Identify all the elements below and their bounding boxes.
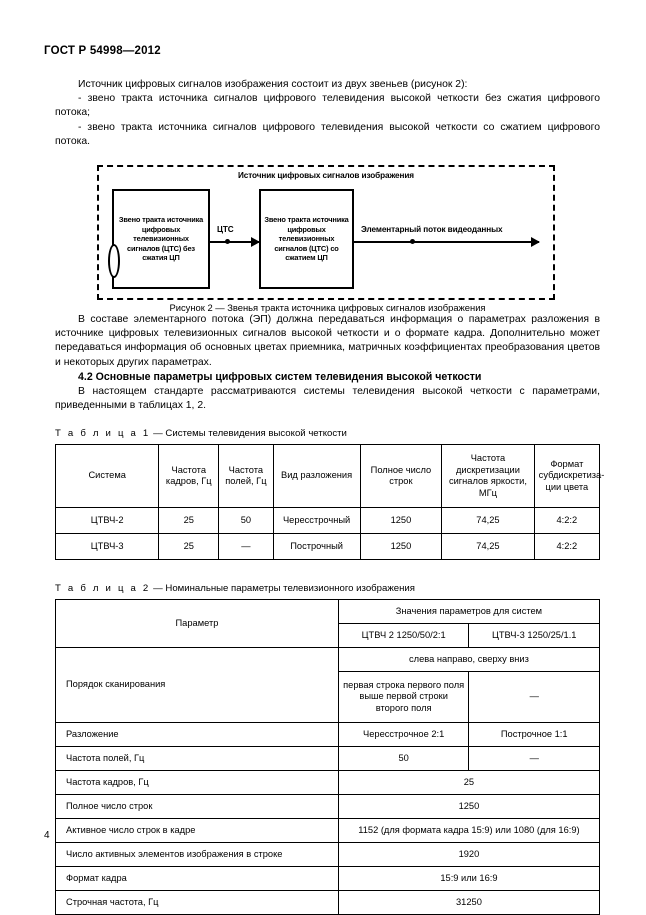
table-1-header-cell: Частота полей, Гц	[219, 445, 273, 508]
table-1-container	[55, 427, 605, 560]
table-1	[55, 444, 605, 560]
table-1-header-cell: Вид разложения	[273, 445, 360, 508]
table-2-param: Полное число строк	[56, 795, 339, 819]
table-1-header-cell: Частота кадров, Гц	[159, 445, 219, 508]
document-content	[55, 78, 605, 915]
table-2-header-values-group: Значения параметров для систем	[338, 600, 599, 624]
intro-paragraph: Источник цифровых сигналов изображения состоит из двух звеньев (рисунок 2):	[78, 79, 468, 90]
table-2-scan-order-row-a	[56, 648, 600, 672]
diagram-block-right-label: Звено тракта источника цифровых телевизионных сигналов (ЦТС) со сжатием ЦП	[264, 215, 349, 263]
table-1-header-row	[56, 445, 600, 508]
table-2-header-param: Параметр	[56, 600, 339, 648]
arrow-label-cts: ЦТС	[217, 225, 234, 235]
diagram-title: Источник цифровых сигналов изображения	[238, 171, 414, 181]
table-2-value-merged: 1920	[338, 843, 599, 867]
table-1-cell: 25	[159, 508, 219, 534]
table-2-param: Активное число строк в кадре	[56, 819, 339, 843]
table-2-row	[56, 843, 600, 867]
table-2-value-merged: 1250	[338, 795, 599, 819]
table-2-value-merged: 1152 (для формата кадра 15:9) или 1080 (для 16:9)	[338, 819, 599, 843]
table-2-row	[56, 771, 600, 795]
table-2-param: Формат кадра	[56, 867, 339, 891]
diagram-block-uncompressed	[112, 189, 210, 289]
table-1-header-cell: Система	[56, 445, 159, 508]
table-1-cell: 1250	[360, 534, 442, 560]
table-2-param: Разложение	[56, 723, 339, 747]
table-1-cell: ЦТВЧ-3	[56, 534, 159, 560]
table-2-container	[55, 582, 600, 915]
table-1-cell: ЦТВЧ-2	[56, 508, 159, 534]
table-1-cell: 4:2:2	[534, 534, 599, 560]
table-2-row	[56, 891, 600, 915]
table-1-cell: Построчный	[273, 534, 360, 560]
table-2-caption	[55, 582, 600, 595]
junction-dot	[225, 239, 230, 244]
page-number: 4	[44, 830, 50, 841]
table-2-header-row-top	[56, 600, 600, 624]
figure-2	[55, 165, 600, 313]
table-2-scan-order-label: Порядок сканирования	[56, 648, 339, 723]
arrow-connector-1	[210, 241, 259, 243]
paragraph-after-figure: В составе элементарного потока (ЭП) должна передаваться информация о параметрах разложения в источнике цифровых телевизионных сигналов высокой четкости и о формате кадра. Дополнительно может передаваться информация об основных цветах приемника, матричных коэффициентах преобразования цветов и некоторых других параметрах.	[55, 314, 600, 368]
table-2-row	[56, 723, 600, 747]
table-1-cell: Чересстрочный	[273, 508, 360, 534]
table-1-cell: —	[219, 534, 273, 560]
table-1-cell: 1250	[360, 508, 442, 534]
arrow-label-elementary-stream: Элементарный поток видеоданных	[361, 225, 503, 235]
standard-header: ГОСТ Р 54998—2012	[44, 45, 161, 57]
bullet-item-2: - звено тракта источника сигналов цифрового телевидения высокой четкости со сжатием цифрового потока.	[55, 121, 600, 147]
table-1-cell: 4:2:2	[534, 508, 599, 534]
table-2-value-merged: 31250	[338, 891, 599, 915]
arrow-connector-2	[354, 241, 539, 243]
table-1-cell: 25	[159, 534, 219, 560]
diagram-boundary	[97, 165, 555, 300]
table-2-header-system-1: ЦТВЧ 2 1250/50/2:1	[338, 624, 469, 648]
table-2-row	[56, 747, 600, 771]
table-1-caption-text: — Системы телевидения высокой четкости	[150, 428, 347, 440]
table-1-cell: 50	[219, 508, 273, 534]
diagram-block-compressed	[259, 189, 354, 289]
table-1-row	[56, 534, 600, 560]
table-2-value-merged: 15:9 или 16:9	[338, 867, 599, 891]
table-1-cell: 74,25	[442, 508, 534, 534]
table-2-row	[56, 795, 600, 819]
table-2-value-merged: 25	[338, 771, 599, 795]
table-1-header-cell: Полное число строк	[360, 445, 442, 508]
table-1-caption-prefix: Т а б л и ц а 1	[55, 428, 151, 440]
bullet-item-1: - звено тракта источника сигналов цифрового телевидения высокой четкости без сжатия цифрового потока;	[55, 93, 600, 119]
table-2-caption-prefix: Т а б л и ц а 2	[55, 583, 151, 595]
table-2-value-2: Построчное 1:1	[469, 723, 600, 747]
table-2-caption-text: — Номинальные параметры телевизионного изображения	[150, 583, 415, 595]
table-2-param: Строчная частота, Гц	[56, 891, 339, 915]
table-2-value-2: —	[469, 747, 600, 771]
table-2-row	[56, 819, 600, 843]
junction-dot	[410, 239, 415, 244]
figure-caption: Рисунок 2 — Звенья тракта источника цифровых сигналов изображения	[169, 302, 486, 314]
table-2-scan-order-common: слева направо, сверху вниз	[338, 648, 599, 672]
table-1-row	[56, 508, 600, 534]
table-2-value-1: 50	[338, 747, 469, 771]
section-heading-4-2: 4.2 Основные параметры цифровых систем телевидения высокой четкости	[78, 370, 482, 383]
table-1-cell: 74,25	[442, 534, 534, 560]
table-2-param: Число активных элементов изображения в строке	[56, 843, 339, 867]
lens-icon	[108, 244, 120, 278]
table-1-header-cell: Формат субдискретиза-ции цвета	[534, 445, 599, 508]
table-2-param: Частота кадров, Гц	[56, 771, 339, 795]
diagram-block-left-label: Звено тракта источника цифровых телевизионных сигналов (ЦТС) без сжатия ЦП	[118, 215, 204, 263]
table-1-caption	[55, 427, 600, 440]
table-1-header-cell: Частота дискретизации сигналов яркости, МГц	[442, 445, 534, 508]
table-2-value-1: Чересстрочное 2:1	[338, 723, 469, 747]
paragraph-tables-intro: В настоящем стандарте рассматриваются системы телевидения высокой четкости с параметрами, приведенными в таблицах 1, 2.	[55, 385, 600, 412]
table-2-scan-order-value-1: первая строка первого поля выше первой строки второго поля	[338, 672, 469, 723]
table-2-header-system-2: ЦТВЧ-3 1250/25/1.1	[469, 624, 600, 648]
table-2	[55, 599, 600, 915]
table-2-param: Частота полей, Гц	[56, 747, 339, 771]
table-2-scan-order-value-2: —	[469, 672, 600, 723]
table-2-row	[56, 867, 600, 891]
